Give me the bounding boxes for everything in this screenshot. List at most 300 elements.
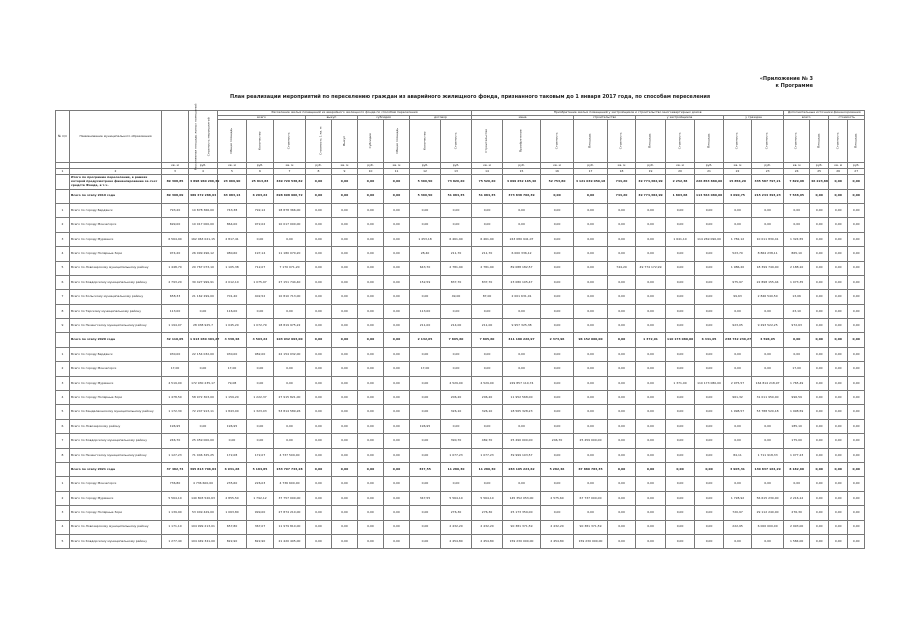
value-cell: 0,00: [666, 520, 695, 534]
value-cell: 1 913 030 404,27: [189, 333, 218, 347]
column-number-cell: 13: [441, 169, 472, 175]
value-cell: 0,00: [541, 448, 574, 462]
value-cell: 89 398,85: [162, 175, 189, 189]
value-cell: 0,00: [848, 448, 865, 462]
table-row: [56, 362, 865, 376]
value-cell: 743,38: [218, 203, 247, 217]
header-col-7: Стоимость: [274, 120, 306, 163]
value-cell: 25 459 000,00: [574, 434, 608, 448]
units-cell: кв. м: [541, 163, 574, 169]
value-cell: 0,00: [695, 419, 724, 433]
value-cell: 2 432,20: [472, 520, 503, 534]
value-cell: 0,00: [608, 448, 636, 462]
value-cell: 5 366,50: [410, 175, 441, 189]
value-cell: 822,90: [247, 534, 274, 548]
value-cell: 1 075,97: [247, 275, 274, 289]
municipality-name: Всего по городу Мончегорск: [70, 362, 162, 376]
value-cell: 4 736 600,00: [274, 477, 306, 491]
value-cell: 52 753,80: [541, 175, 574, 189]
value-cell: 0,00: [358, 203, 384, 217]
header-col-12: Количество: [410, 120, 441, 163]
value-cell: 0,00: [829, 275, 848, 289]
value-cell: 0,00: [384, 347, 410, 361]
value-cell: 2 781,90: [441, 261, 472, 275]
value-cell: 0,00: [636, 232, 666, 246]
value-cell: 4 596,95: [752, 333, 784, 347]
value-cell: 0,00: [384, 275, 410, 289]
value-cell: 0,00: [695, 362, 724, 376]
value-cell: 0,00: [848, 275, 865, 289]
value-cell: 0,00: [358, 391, 384, 405]
value-cell: 49 774 172,99: [636, 261, 666, 275]
value-cell: 0,00: [332, 189, 358, 203]
value-cell: 1 372,91: [636, 333, 666, 347]
value-cell: 0,00: [810, 347, 829, 361]
value-cell: 0,00: [384, 520, 410, 534]
value-cell: 164 814 218,97: [752, 376, 784, 390]
column-number-cell: 5: [218, 169, 247, 175]
header-col-26: Стоимость: [829, 120, 848, 163]
value-cell: 0,00: [332, 362, 358, 376]
value-cell: 25 459 000,00: [189, 434, 218, 448]
value-cell: 0,00: [247, 376, 274, 390]
value-cell: 720,97: [724, 506, 752, 520]
value-cell: 837,70: [472, 275, 503, 289]
value-cell: 0,00: [695, 434, 724, 448]
value-cell: 698 698 906,72: [274, 189, 306, 203]
value-cell: 961,32: [724, 391, 752, 405]
value-cell: 8 864 238,11: [752, 247, 784, 261]
value-cell: 0,00: [695, 347, 724, 361]
value-cell: 0,00: [724, 203, 752, 217]
value-cell: 21 420 405,00: [274, 534, 306, 548]
table-row: [56, 506, 865, 520]
value-cell: 0,00: [306, 189, 332, 203]
value-cell: 335 587 797,21: [752, 175, 784, 189]
value-cell: 0,00: [189, 304, 218, 318]
value-cell: 0,00: [752, 203, 784, 217]
value-cell: 1 127,23: [162, 448, 189, 462]
header-col-17: Площадь: [574, 120, 608, 163]
column-number-cell: 15: [503, 169, 541, 175]
value-cell: 113,00: [410, 304, 441, 318]
value-cell: 0,00: [810, 189, 829, 203]
value-cell: 0,00: [695, 203, 724, 217]
value-cell: 0,00: [608, 247, 636, 261]
value-cell: 0,00: [848, 506, 865, 520]
value-cell: 2 793,20: [162, 275, 189, 289]
units-cell: руб.: [441, 163, 472, 169]
value-cell: 2 846 540,50: [752, 290, 784, 304]
value-cell: 0,00: [274, 232, 306, 246]
column-number-cell: 4: [189, 169, 218, 175]
value-cell: 0,00: [810, 232, 829, 246]
value-cell: 0,00: [384, 477, 410, 491]
value-cell: 0,00: [810, 261, 829, 275]
value-cell: 0,00: [695, 463, 724, 477]
value-cell: 0,00: [306, 491, 332, 505]
value-cell: 996,59: [784, 391, 810, 405]
row-number: 1: [56, 477, 70, 491]
value-cell: 0,00: [384, 333, 410, 347]
value-cell: 21 162 299,00: [189, 290, 218, 304]
value-cell: 0,00: [274, 376, 306, 390]
value-cell: 0,00: [752, 304, 784, 318]
value-cell: 20 767 073,10: [189, 261, 218, 275]
value-cell: 7 895,60: [441, 333, 472, 347]
header-col-13: Стоимость: [441, 120, 472, 163]
row-number: 7: [56, 290, 70, 304]
value-cell: 0,00: [666, 491, 695, 505]
value-cell: 0,00: [441, 419, 472, 433]
value-cell: 930,00: [218, 347, 247, 361]
row-number: 3: [56, 506, 70, 520]
value-cell: 0,00: [541, 261, 574, 275]
column-number-cell: 11: [384, 169, 410, 175]
header-sub-7: у граждан: [724, 115, 784, 120]
table-row: [56, 520, 865, 534]
value-cell: 0,00: [247, 232, 274, 246]
column-number-cell: 2: [70, 169, 162, 175]
value-cell: 0,00: [829, 319, 848, 333]
value-cell: 3 905,31: [724, 463, 752, 477]
value-cell: 4 121 049 050,18: [574, 175, 608, 189]
units-cell: руб.: [503, 163, 541, 169]
column-number-cell: 25: [810, 169, 829, 175]
value-cell: 0,00: [636, 247, 666, 261]
value-cell: 0,00: [574, 290, 608, 304]
municipality-name: Всего по Кандалакшскому муниципальному району: [70, 405, 162, 419]
value-cell: 0,00: [306, 347, 332, 361]
value-cell: 0,00: [666, 506, 695, 520]
column-number-cell: 6: [247, 169, 274, 175]
value-cell: 0,00: [247, 304, 274, 318]
value-cell: 0,00: [848, 477, 865, 491]
value-cell: 822,90: [218, 534, 247, 548]
value-cell: 0,00: [636, 506, 666, 520]
value-cell: 0,00: [848, 534, 865, 548]
value-cell: 0,00: [636, 347, 666, 361]
value-cell: 0,00: [358, 534, 384, 548]
value-cell: 0,00: [384, 175, 410, 189]
value-cell: 0,00: [829, 232, 848, 246]
value-cell: 0,00: [752, 434, 784, 448]
value-cell: 0,00: [752, 362, 784, 376]
row-number: [56, 333, 70, 347]
value-cell: 0,00: [541, 477, 574, 491]
column-number-cell: 8: [306, 169, 332, 175]
value-cell: 0,00: [384, 534, 410, 548]
value-cell: 1 765,49: [784, 376, 810, 390]
value-cell: 0,00: [306, 419, 332, 433]
municipality-name: Всего по городу Мурманск: [70, 491, 162, 505]
value-cell: 0,00: [332, 319, 358, 333]
value-cell: 0,00: [829, 434, 848, 448]
value-cell: 196,95: [410, 419, 441, 433]
value-cell: 1 998,57: [724, 405, 752, 419]
value-cell: 0,00: [332, 247, 358, 261]
value-cell: 0,00: [608, 319, 636, 333]
units-cell: кв. м: [608, 163, 636, 169]
value-cell: 17,00: [218, 362, 247, 376]
value-cell: 0,00: [541, 376, 574, 390]
value-cell: 701,40: [218, 290, 247, 304]
value-cell: 0,00: [695, 218, 724, 232]
value-cell: 744,20: [608, 261, 636, 275]
value-cell: 0,00: [810, 477, 829, 491]
units-cell: руб.: [695, 163, 724, 169]
value-cell: 643,70: [410, 261, 441, 275]
row-number: 2: [56, 491, 70, 505]
value-cell: 0,00: [384, 376, 410, 390]
value-cell: 9 293 522,25: [752, 319, 784, 333]
value-cell: 22 154 032,00: [189, 347, 218, 361]
value-cell: 0,00: [608, 304, 636, 318]
value-cell: 276,30: [441, 506, 472, 520]
value-cell: 0,00: [541, 347, 574, 361]
value-cell: 0,00: [410, 405, 441, 419]
value-cell: 0,00: [666, 347, 695, 361]
value-cell: 0,00: [636, 477, 666, 491]
value-cell: 4 090,75: [724, 189, 752, 203]
value-cell: 0,00: [306, 376, 332, 390]
value-cell: 1 139,90: [162, 506, 189, 520]
table-row: [56, 275, 865, 289]
value-cell: 0,00: [503, 477, 541, 491]
value-cell: 2 454,80: [541, 534, 574, 548]
value-cell: 0,00: [636, 405, 666, 419]
value-cell: 4 519,00: [162, 376, 189, 390]
value-cell: 0,00: [358, 290, 384, 304]
column-number-cell: 19: [636, 169, 666, 175]
value-cell: 0,00: [810, 419, 829, 433]
municipality-name: Всего по городу Полярные Зори: [70, 506, 162, 520]
value-cell: 0,00: [358, 506, 384, 520]
value-cell: 0,00: [574, 506, 608, 520]
value-cell: 13,06: [784, 290, 810, 304]
value-cell: 6 461,90: [472, 232, 503, 246]
value-cell: 51 084,35: [441, 189, 472, 203]
value-cell: 0,00: [848, 304, 865, 318]
header-group-additional: Дополнительные источники финансирования: [784, 111, 865, 116]
value-cell: 0,00: [358, 434, 384, 448]
units-cell: руб.: [247, 163, 274, 169]
value-cell: 0,00: [810, 290, 829, 304]
value-cell: 0,00: [306, 175, 332, 189]
value-cell: 2 454,80: [472, 534, 503, 548]
row-number: 4: [56, 520, 70, 534]
column-number-cell: 20: [666, 169, 695, 175]
value-cell: 130 837 164,29: [752, 463, 784, 477]
value-cell: 793,20: [162, 203, 189, 217]
municipality-name: Всего по городу Полярные Зори: [70, 391, 162, 405]
value-cell: 0,00: [636, 520, 666, 534]
header-name: Наименование муниципального образования: [70, 111, 162, 163]
value-cell: 0,00: [810, 247, 829, 261]
value-cell: 0,00: [410, 520, 441, 534]
units-cell: кв. м: [784, 163, 810, 169]
header-sub-1: выкуп: [306, 115, 358, 120]
header-sub-9: стоимость: [829, 115, 865, 120]
value-cell: 0,00: [829, 203, 848, 217]
value-cell: 10 878 366,00: [189, 203, 218, 217]
value-cell: 1 073,35: [784, 275, 810, 289]
value-cell: 51 084,35: [472, 189, 503, 203]
value-cell: 0,00: [274, 434, 306, 448]
value-cell: 0,00: [574, 189, 608, 203]
value-cell: 0,00: [274, 362, 306, 376]
value-cell: 6 931,28: [218, 463, 247, 477]
value-cell: 2 216,12: [784, 491, 810, 505]
value-cell: 0,00: [752, 419, 784, 433]
value-cell: 0,00: [608, 290, 636, 304]
value-cell: 0,00: [306, 261, 332, 275]
units-cell: кв. м: [218, 163, 247, 169]
value-cell: 980,60: [218, 247, 247, 261]
value-cell: 469 720 538,82: [274, 175, 306, 189]
resettlement-plan-table: [55, 103, 865, 549]
value-cell: 0,00: [358, 491, 384, 505]
value-cell: 87,00: [472, 290, 503, 304]
row-number: [56, 175, 70, 189]
value-cell: 1 072,79: [247, 319, 274, 333]
value-cell: 0,00: [541, 419, 574, 433]
value-cell: 0,00: [306, 362, 332, 376]
value-cell: 1 194,07: [162, 319, 189, 333]
value-cell: 0,00: [636, 376, 666, 390]
value-cell: 0,00: [848, 290, 865, 304]
value-cell: 0,00: [574, 347, 608, 361]
value-cell: 0,00: [666, 448, 695, 462]
value-cell: 0,00: [695, 275, 724, 289]
value-cell: 0,00: [358, 362, 384, 376]
value-cell: 0,00: [829, 304, 848, 318]
value-cell: 49,00: [441, 290, 472, 304]
value-cell: 10 810 713,00: [274, 290, 306, 304]
value-cell: 864,00: [218, 218, 247, 232]
value-cell: 1 728,92: [724, 491, 752, 505]
value-cell: 6 461,90: [441, 232, 472, 246]
value-cell: 0,00: [410, 391, 441, 405]
value-cell: 0,00: [829, 347, 848, 361]
table-row: [56, 376, 865, 390]
value-cell: 744,20: [608, 189, 636, 203]
value-cell: 0,00: [666, 534, 695, 548]
value-cell: 2 432,20: [441, 520, 472, 534]
value-cell: 1 584,00: [784, 534, 810, 548]
value-cell: 0,00: [441, 477, 472, 491]
header-col-20: Стоимость: [666, 120, 695, 163]
value-cell: 1 448,70: [162, 261, 189, 275]
value-cell: 0,00: [274, 304, 306, 318]
value-cell: 67 737 000,00: [574, 491, 608, 505]
value-cell: 1 077,23: [472, 448, 503, 462]
value-cell: 0,00: [384, 448, 410, 462]
municipality-name: Всего по Ловозерскому муниципальному району: [70, 520, 162, 534]
value-cell: 0,00: [608, 506, 636, 520]
header-num: № п/п: [56, 111, 70, 163]
column-number-cell: 23: [752, 169, 784, 175]
value-cell: 0,00: [574, 362, 608, 376]
value-cell: 0,00: [608, 232, 636, 246]
value-cell: 99,63: [724, 290, 752, 304]
value-cell: 736,80: [162, 477, 189, 491]
row-number: 7: [56, 434, 70, 448]
value-cell: 0,00: [358, 319, 384, 333]
value-cell: 0,00: [332, 218, 358, 232]
row-number: 8: [56, 448, 70, 462]
value-cell: 0,00: [332, 203, 358, 217]
value-cell: 175,00: [784, 434, 810, 448]
value-cell: 0,00: [541, 362, 574, 376]
header-col-24: Стоимость: [784, 120, 810, 163]
value-cell: 0,00: [636, 319, 666, 333]
value-cell: 0,00: [724, 304, 752, 318]
value-cell: 0,00: [384, 261, 410, 275]
value-cell: 5 564,10: [162, 491, 189, 505]
value-cell: 0,00: [306, 290, 332, 304]
value-cell: 1 371,00: [666, 376, 695, 390]
value-cell: 0,00: [636, 391, 666, 405]
value-cell: 229 857 110,74: [503, 376, 541, 390]
value-cell: 0,00: [829, 491, 848, 505]
column-number-cell: 27: [848, 169, 865, 175]
value-cell: 0,00: [358, 275, 384, 289]
value-cell: 0,00: [384, 405, 410, 419]
value-cell: 0,00: [306, 434, 332, 448]
value-cell: 0,00: [608, 477, 636, 491]
header-col-27: Площадь: [848, 120, 865, 163]
value-cell: 15 856,20: [724, 175, 752, 189]
value-cell: 56 615 230,00: [752, 491, 784, 505]
value-cell: 0,00: [358, 520, 384, 534]
municipality-name: Всего по Ковдорскому муниципальному району: [70, 534, 162, 548]
value-cell: 2 993,00: [784, 520, 810, 534]
value-cell: 153 797 743,28: [274, 463, 306, 477]
value-cell: 159 230 000,00: [574, 534, 608, 548]
value-cell: 0,00: [274, 419, 306, 433]
value-cell: 0,00: [695, 534, 724, 548]
value-cell: 0,00: [332, 463, 358, 477]
value-cell: 0,00: [848, 434, 865, 448]
value-cell: 18 399 749,00: [752, 261, 784, 275]
value-cell: 6 441,05: [695, 333, 724, 347]
value-cell: 4 737 509,00: [274, 448, 306, 462]
value-cell: 347,55: [410, 491, 441, 505]
value-cell: 0,00: [472, 419, 503, 433]
value-cell: 0,00: [358, 232, 384, 246]
units-cell: кв. м: [332, 163, 358, 169]
value-cell: 1 171,10: [162, 520, 189, 534]
value-cell: 31 011 950,00: [752, 391, 784, 405]
value-cell: 0,00: [306, 333, 332, 347]
municipality-name: Всего по Печенгскому муниципальному району: [70, 319, 162, 333]
value-cell: 0,00: [358, 333, 384, 347]
value-cell: 0,00: [410, 218, 441, 232]
value-cell: 0,00: [472, 362, 503, 376]
value-cell: 0,00: [332, 520, 358, 534]
value-cell: 0,00: [666, 304, 695, 318]
table-row: [56, 319, 865, 333]
value-cell: 0,00: [358, 189, 384, 203]
value-cell: 0,00: [306, 304, 332, 318]
value-cell: 0,00: [810, 333, 829, 347]
value-cell: 0,00: [503, 419, 541, 433]
value-cell: 0,00: [666, 247, 695, 261]
value-cell: 0,00: [829, 477, 848, 491]
value-cell: 84,11: [724, 448, 752, 462]
header-col-25: Площадь: [810, 120, 829, 163]
